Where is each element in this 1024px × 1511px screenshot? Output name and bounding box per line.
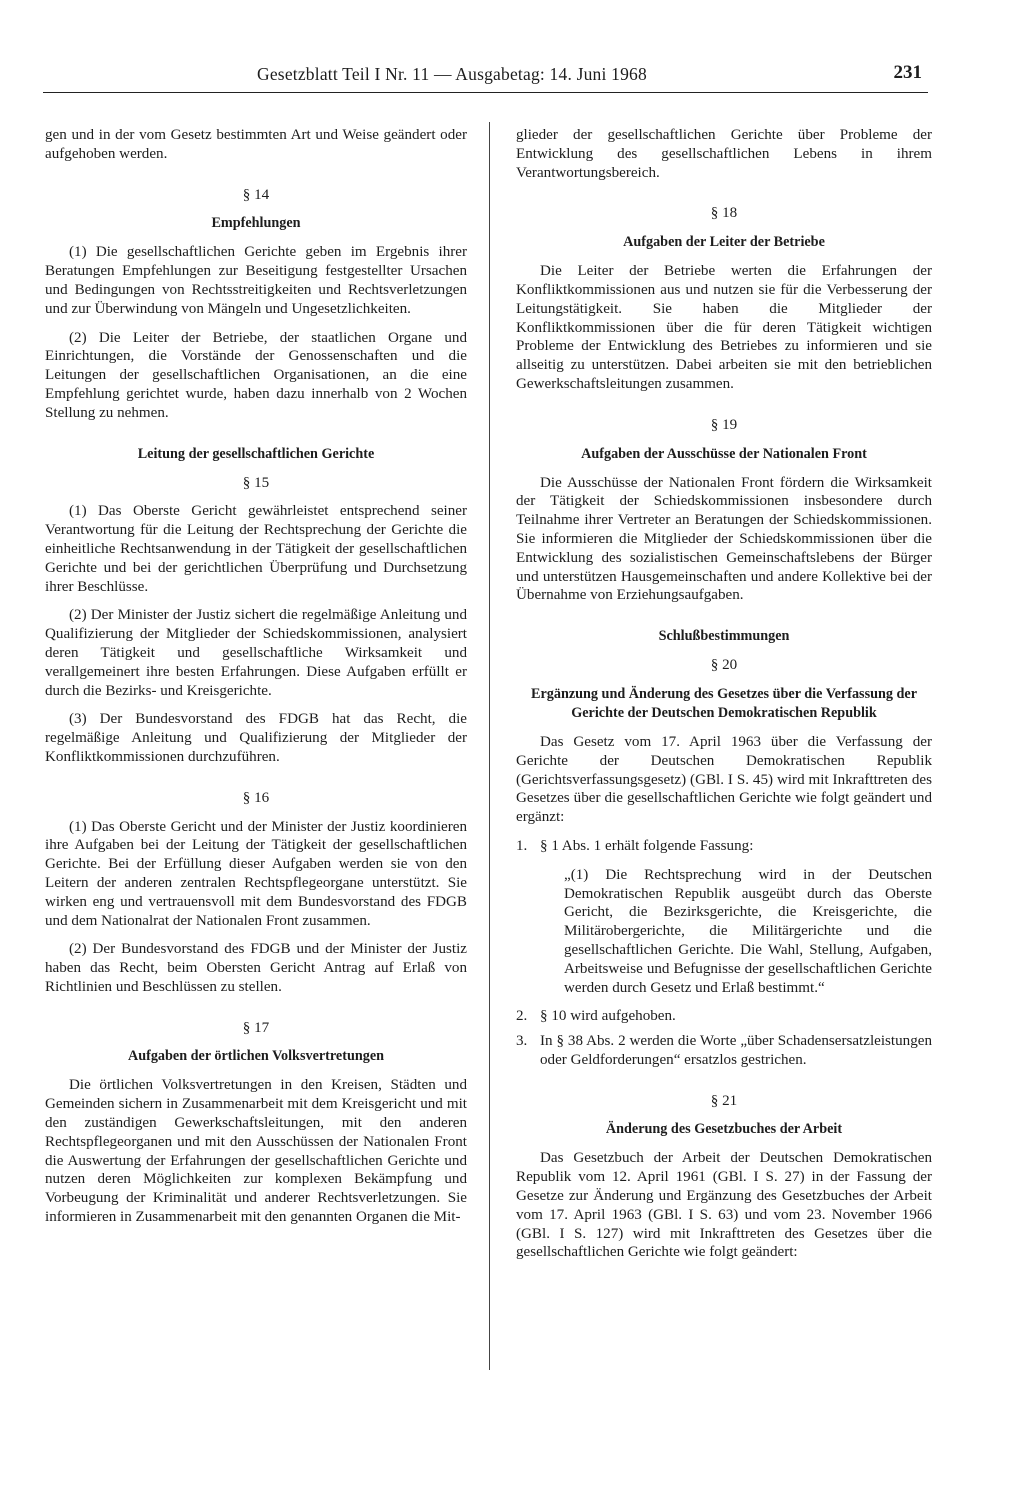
- list-item-text: § 1 Abs. 1 erhält folgende Fassung:: [540, 837, 754, 854]
- section-title-21: Änderung des Gesetzbuches der Arbeit: [605, 1121, 843, 1138]
- list-item-number: 2.: [516, 1008, 528, 1025]
- section-title-17: Aufgaben der örtlichen Volksvertretungen: [127, 1048, 385, 1065]
- group-heading-leitung: Leitung der gesellschaftlichen Gerichte: [137, 445, 375, 462]
- list-item-text: § 10 wird aufgehoben.: [540, 1008, 676, 1025]
- list-item: [516, 837, 932, 856]
- section-number-19: § 19: [710, 416, 738, 433]
- section-number-14: § 14: [242, 186, 270, 203]
- section-title-19: Aufgaben der Ausschüsse der Nationalen Front: [581, 445, 867, 462]
- paragraph-17-1: Die örtlichen Volksvertretungen in den Kreisen, Städten und Gemeinden sichern in Zusammenarbeit mit dem Kreisgericht und mit den zuständigen Gewerkschaftsleitungen, mit den anderen Rechtspflegeorganen und mit den Ausschüssen der Nationalen Front die Auswertung der Erfahrungen der gesellschaftlichen Gerichte und nutzen deren Möglichkeiten zur komplexen Bekämpfung und Vorbeugung der Kriminalität und anderer Rechtsverletzungen. Sie informieren in Zusammenarbeit mit den genannten Organen die Mit-: [45, 1077, 467, 1226]
- list-item: [516, 1032, 932, 1070]
- amendment-list-20: [516, 837, 932, 1070]
- paragraph-21-1: Das Gesetzbuch der Arbeit der Deutschen Demokratischen Republik vom 12. April 1961 (GBl. I S. 27) in der Fassung der Gesetze zur Änderung und Ergänzung des Gesetzbuches der Arbeit vom 17. April 1963 (GBl. I S. 63) und vom 23. November 1966 (GBl. I S. 127) wird mit Inkrafttreten des Gesetzes über die gesellschaftlichen Gerichte wie folgt geändert:: [516, 1150, 932, 1261]
- list-item-number: 3.: [516, 1033, 528, 1050]
- paragraph-18-1: Die Leiter der Betriebe werten die Erfahrungen der Konfliktkommissionen aus und nutzen sie für die Verbesserung der Leitungstätigkeit. Sie haben die Mitglieder der Konfliktkommissionen über die für deren Tätigkeit wichtigen Probleme der Entwicklung des Betriebes zu informieren und sie allseitig zu unterstützen. Dabei arbeiten sie mit den betrieblichen Gewerkschaftsleitungen zusammen.: [516, 263, 932, 392]
- paragraph-15-2: (2) Der Minister der Justiz sichert die regelmäßige Anleitung und Qualifizierung der Mitglieder der Schiedskommissionen, analysiert deren Tätigkeit und gesellschaftliche Wirksamkeit und verallgemeinert ihre besten Erfahrungen. Diese Aufgaben erfüllt er durch die Bezirks- und Kreisgerichte.: [45, 607, 467, 699]
- section-title-20: Ergänzung und Änderung des Gesetzes über die Verfassung der Gerichte der Deutschen Demokratischen Republik: [531, 685, 917, 721]
- section-number-21: § 21: [710, 1092, 738, 1109]
- section-number-18: § 18: [710, 205, 738, 222]
- paragraph-16-1: (1) Das Oberste Gericht und der Minister der Justiz koordinieren ihre Aufgaben bei der Leitung der Tätigkeit der gesellschaftlichen Gerichte. Bei der Erfüllung dieser Aufgaben werden sie von den Leitern der anderen zentralen Rechtspflegeorgane unterstützt. Sie wirken eng und vertrauensvoll mit dem Bundesvorstand des FDGB und dem Nationalrat der Nationalen Front zusammen.: [45, 818, 467, 929]
- paragraph-14-2: (2) Die Leiter der Betriebe, der staatlichen Organe und Einrichtungen, die Vorstände der Genossenschaften und die Leitungen der gesellschaftlichen Organisationen, an die eine Empfehlung gerichtet wurde, haben dazu innerhalb von 2 Wochen Stellung zu nehmen.: [45, 329, 467, 421]
- paragraph-14-1: (1) Die gesellschaftlichen Gerichte geben im Ergebnis ihrer Beratungen Empfehlungen zur Beseitigung festgestellter Ursachen und Bedingungen von Rechtsstreitigkeiten und Rechtsverletzungen und zur Überwindung von Mängeln und Ungesetzlichkeiten.: [45, 244, 467, 317]
- section-title-18: Aufgaben der Leiter der Betriebe: [623, 234, 825, 251]
- continued-paragraph-right: glieder der gesellschaftlichen Gerichte über Probleme der Entwicklung des gesellschaftlichen Lebens in ihrem Verantwortungsbereich.: [516, 127, 932, 181]
- list-item: [516, 1007, 932, 1026]
- paragraph-20-1: Das Gesetz vom 17. April 1963 über die Verfassung der Gerichte der Deutschen Demokratischen Republik (Gerichtsverfassungsgesetz) (GBl. I S. 45) wird mit Inkrafttreten des Gesetzes über die gesellschaftlichen Gerichte wie folgt geändert und ergänzt:: [516, 733, 932, 826]
- page-header: [43, 58, 928, 93]
- paragraph-16-2: (2) Der Bundesvorstand des FDGB und der Minister der Justiz haben das Recht, beim Obersten Gericht Antrag auf Erlaß von Richtlinien und Beschlüssen zu stellen.: [45, 941, 467, 995]
- quoted-text: „(1) Die Rechtsprechung wird in der Deutschen Demokratischen Republik ausgeübt durch das Oberste Gericht, die Bezirksgerichte, die Kreisgerichte, die Militärobergerichte, die Militärgerichte und die gesellschaftlichen Gerichte. Die Wahl, Stellung, Aufgaben, Arbeitsweise und Befugnisse der gesellschaftlichen Gerichte werden durch Gesetz und Erlaß bestimmt.“: [564, 866, 932, 996]
- list-item-text: In § 38 Abs. 2 werden die Worte „über Schadensersatzleistungen oder Geldforderungen“ ersatzlos gestrichen.: [540, 1033, 932, 1068]
- right-column: [516, 126, 932, 1262]
- column-divider: [489, 122, 490, 1370]
- page-number: 231: [893, 62, 922, 83]
- continued-paragraph: gen und in der vom Gesetz bestimmten Art und Weise geändert oder aufgehoben werden.: [45, 127, 467, 162]
- section-title-14: Empfehlungen: [211, 215, 301, 232]
- section-number-16: § 16: [242, 789, 270, 806]
- paragraph-15-1: (1) Das Oberste Gericht gewährleistet entsprechend seiner Verantwortung für die Leitung der Rechtsprechung der Gerichte die einheitliche Rechtsanwendung in der Tätigkeit der gesellschaftlichen Gerichte und bei der gerichtlichen Überprüfung und Durchsetzung ihrer Beschlüsse.: [45, 503, 467, 595]
- left-column: [45, 126, 467, 1227]
- running-head: Gesetzblatt Teil I Nr. 11 — Ausgabetag: 14. Juni 1968: [257, 64, 647, 84]
- section-number-20: § 20: [710, 657, 738, 674]
- list-item-number: 1.: [516, 837, 528, 854]
- paragraph-19-1: Die Ausschüsse der Nationalen Front fördern die Wirksamkeit der Tätigkeit der Schiedskommissionen insbesondere durch Teilnahme ihrer Vertreter an Beratungen der Schiedskommissionen. Sie informieren die Mitglieder der Schiedskommissionen über die Entwicklung des sozialistischen Gemeinschaftslebens der Bürger und unterstützen Hausgemeinschaften und andere Kollektive bei der Übernahme von Erziehungsaufgaben.: [516, 474, 932, 604]
- quoted-provision: [516, 856, 932, 1008]
- group-heading-schluss: Schlußbestimmungen: [658, 628, 790, 645]
- paragraph-15-3: (3) Der Bundesvorstand des FDGB hat das Recht, die regelmäßige Anleitung und Qualifizierung der Mitglieder der Konfliktkommissionen durchzuführen.: [45, 711, 467, 765]
- section-number-17: § 17: [242, 1019, 270, 1036]
- section-number-15: § 15: [242, 474, 270, 491]
